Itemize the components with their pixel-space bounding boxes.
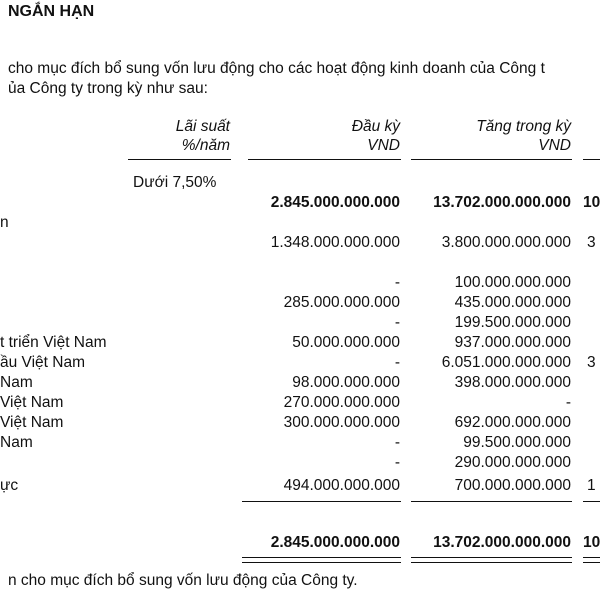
row-increase: 692.000.000.000 <box>454 414 571 431</box>
header-rate-line2: %/năm <box>181 137 230 154</box>
row-increase: 937.000.000.000 <box>454 334 571 351</box>
row-opening: - <box>394 454 400 471</box>
row-opening: 300.000.000.000 <box>283 414 400 431</box>
row-next: 3 <box>587 354 596 371</box>
row-increase: 6.051.000.000.000 <box>441 354 571 371</box>
row-label: t triển Việt Nam <box>0 334 107 351</box>
intro-line-2: ủa Công ty trong kỳ như sau: <box>8 80 208 97</box>
total-next: 10 <box>583 194 600 211</box>
row-label: Việt Nam <box>0 394 64 411</box>
row-opening: - <box>394 354 400 371</box>
row-increase: 100.000.000.000 <box>454 274 571 291</box>
header-rate-line1: Lãi suất <box>175 118 230 135</box>
intro-line-1: cho mục đích bổ sung vốn lưu động cho các hoạt động kinh doanh của Công t <box>8 60 545 77</box>
header-next-rule <box>583 159 600 160</box>
header-opening-rule <box>248 159 401 160</box>
row-opening: 50.000.000.000 <box>292 334 400 351</box>
row-opening: 1.348.000.000.000 <box>270 234 400 251</box>
subtotal-rule-next <box>583 501 600 502</box>
row-label: n <box>0 214 9 231</box>
double-rule-increase <box>411 557 572 563</box>
row-opening: - <box>394 434 400 451</box>
row-increase: 398.000.000.000 <box>454 374 571 391</box>
double-rule-next <box>583 557 600 563</box>
row-increase: - <box>565 394 571 411</box>
row-increase: 99.500.000.000 <box>463 434 571 451</box>
row-increase: 3.800.000.000.000 <box>441 234 571 251</box>
row-opening: 285.000.000.000 <box>283 294 400 311</box>
rate-value: Dưới 7,50% <box>133 174 217 191</box>
row-next: 3 <box>587 234 596 251</box>
row-opening: 494.000.000.000 <box>283 477 400 494</box>
header-rate-rule <box>128 159 231 160</box>
row-opening: - <box>394 314 400 331</box>
row-opening: - <box>394 274 400 291</box>
row-opening: 270.000.000.000 <box>283 394 400 411</box>
header-increase-line1: Tăng trong kỳ <box>476 118 571 135</box>
grand-total-next: 10 <box>583 534 600 551</box>
row-increase: 700.000.000.000 <box>454 477 571 494</box>
header-increase-line2: VND <box>538 137 571 154</box>
subtotal-rule-opening <box>242 501 401 502</box>
row-increase: 199.500.000.000 <box>454 314 571 331</box>
total-opening: 2.845.000.000.000 <box>270 194 400 211</box>
header-increase-rule <box>411 159 572 160</box>
row-label: Việt Nam <box>0 414 64 431</box>
row-next: 1 <box>587 477 596 494</box>
grand-total-opening: 2.845.000.000.000 <box>270 534 400 551</box>
row-label: ực <box>0 477 19 494</box>
grand-total-increase: 13.702.000.000.000 <box>433 534 571 551</box>
row-increase: 290.000.000.000 <box>454 454 571 471</box>
header-opening-line1: Đầu kỳ <box>351 118 400 135</box>
double-rule-opening <box>242 557 401 563</box>
row-opening: 98.000.000.000 <box>292 374 400 391</box>
section-heading: NGẮN HẠN <box>8 3 95 20</box>
total-increase: 13.702.000.000.000 <box>433 194 571 211</box>
row-increase: 435.000.000.000 <box>454 294 571 311</box>
header-opening-line2: VND <box>367 137 400 154</box>
row-label: Nam <box>0 374 33 391</box>
footnote: n cho mục đích bổ sung vốn lưu động của Công ty. <box>8 572 358 589</box>
row-label: ầu Việt Nam <box>0 354 86 371</box>
subtotal-rule-increase <box>411 501 572 502</box>
row-label: Nam <box>0 434 33 451</box>
